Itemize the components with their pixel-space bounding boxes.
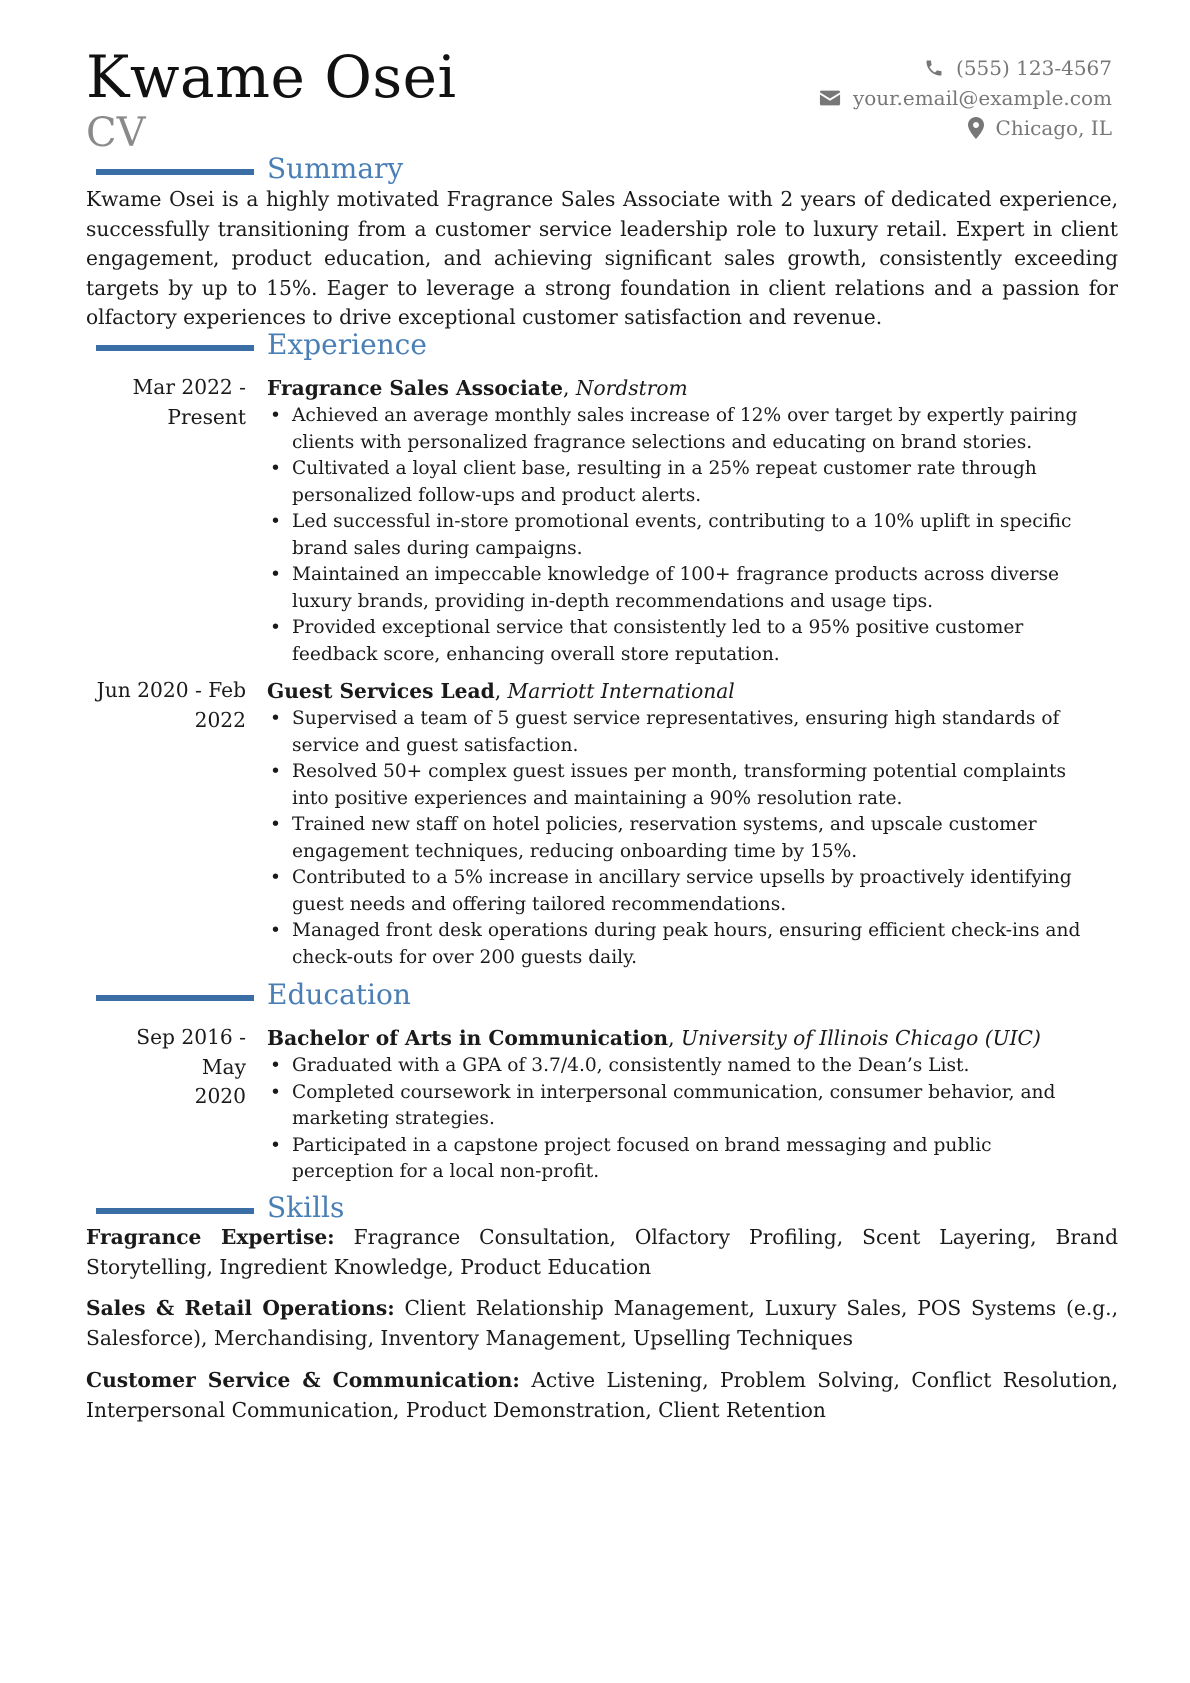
experience-section-header	[86, 328, 1116, 369]
organization: Nordstrom	[575, 376, 688, 400]
date-start: Jun 2020 - Feb	[96, 678, 246, 702]
list-item: • Graduated with a GPA of 3.7/4.0, consistently named to the Dean’s List.	[267, 1053, 1097, 1080]
education-entry	[267, 1024, 1097, 1186]
skill-category: Customer Service & Communication:	[86, 1368, 520, 1392]
list-item: • Provided exceptional service that consistently led to a 95% positive customer feedback score, enhancing overall store reputation.	[267, 615, 1097, 668]
list-item: • Cultivated a loyal client base, resulting in a 25% repeat customer rate through personalized follow-ups and product alerts.	[267, 456, 1097, 509]
list-item: • Resolved 50+ complex guest issues per month, transforming potential complaints into positive experiences and maintaining a 90% resolution rate.	[267, 759, 1097, 812]
institution: University of Illinois Chicago (UIC)	[680, 1026, 1041, 1050]
bullet-list	[267, 706, 1097, 971]
entry-date	[86, 373, 246, 432]
organization: Marriott International	[507, 679, 735, 703]
phone-text: (555) 123-4567	[956, 56, 1112, 80]
section-title-experience: Experience	[267, 328, 427, 361]
envelope-icon	[819, 89, 841, 107]
skill-category: Sales & Retail Operations:	[86, 1296, 395, 1320]
date-end: Present	[167, 404, 246, 429]
entry-date	[86, 676, 246, 735]
entry-title: Guest Services Lead, Marriott International	[267, 679, 735, 703]
list-item: • Led successful in-store promotional events, contributing to a 10% uplift in specific brand sales during campaigns.	[267, 509, 1097, 562]
education-section-header	[86, 978, 1116, 1019]
contact-block	[819, 53, 1112, 143]
skill-group	[86, 1366, 1118, 1425]
date-start: Mar 2022 -	[132, 375, 246, 399]
candidate-name: Kwame Osei	[86, 43, 457, 111]
contact-email[interactable]	[819, 83, 1112, 113]
skill-category: Fragrance Expertise:	[86, 1225, 335, 1249]
entry-title: Fragrance Sales Associate, Nordstrom	[267, 376, 688, 400]
date-start: Sep 2016 - May	[136, 1025, 246, 1079]
section-title-summary: Summary	[267, 152, 404, 185]
email-text: your.email@example.com	[852, 86, 1112, 110]
list-item: • Completed coursework in interpersonal communication, consumer behavior, and marketing strategies.	[267, 1080, 1097, 1133]
list-item: • Maintained an impeccable knowledge of 100+ fragrance products across diverse luxury brands, providing in-depth recommendations and usage tips.	[267, 562, 1097, 615]
skill-group	[86, 1294, 1118, 1353]
date-end: 2022	[194, 707, 246, 732]
list-item: • Trained new staff on hotel policies, reservation systems, and upscale customer engagement techniques, reducing onboarding time by 15%.	[267, 812, 1097, 865]
skill-group	[86, 1223, 1118, 1282]
section-rule	[96, 1208, 254, 1214]
location-text: Chicago, IL	[995, 116, 1112, 140]
contact-location	[819, 113, 1112, 143]
document-subtitle: CV	[86, 110, 146, 156]
section-rule	[96, 345, 254, 351]
skill-items: Fragrance Consultation, Olfactory Profiling, Scent Layering, Brand Storytelling, Ingredient Knowledge, Product Education	[86, 1225, 1118, 1279]
section-rule	[96, 995, 254, 1001]
entry-title: Bachelor of Arts in Communication, University of Illinois Chicago (UIC)	[267, 1026, 1041, 1050]
list-item: • Contributed to a 5% increase in ancillary service upsells by proactively identifying guest needs and offering tailored recommendations.	[267, 865, 1097, 918]
skill-items: Active Listening, Problem Solving, Conflict Resolution, Interpersonal Communication, Product Demonstration, Client Retention	[86, 1368, 1118, 1422]
experience-entry	[267, 677, 1097, 971]
map-pin-icon	[968, 117, 984, 139]
list-item: • Participated in a capstone project focused on brand messaging and public perception for a local non-profit.	[267, 1133, 1097, 1186]
section-rule	[96, 169, 254, 175]
list-item: • Managed front desk operations during peak hours, ensuring efficient check-ins and check-outs for over 200 guests daily.	[267, 918, 1097, 971]
skill-items: Client Relationship Management, Luxury Sales, POS Systems (e.g., Salesforce), Merchandising, Inventory Management, Upselling Techniques	[86, 1296, 1118, 1350]
job-role: Fragrance Sales Associate	[267, 376, 564, 400]
degree: Bachelor of Arts in Communication	[267, 1026, 669, 1050]
summary-text: Kwame Osei is a highly motivated Fragrance Sales Associate with 2 years of dedicated experience, successfully transitioning from a customer service leadership role to luxury retail. Expert in client engagement, product education, and achieving significant sales growth, consistently exceeding targets by up to 15%. Eager to leverage a strong foundation in client relations and a passion for olfactory experiences to drive exceptional customer satisfaction and revenue.	[86, 187, 1118, 329]
experience-entry	[267, 374, 1097, 668]
section-title-education: Education	[267, 978, 411, 1011]
bullet-list	[267, 1053, 1097, 1186]
list-item: • Supervised a team of 5 guest service representatives, ensuring high standards of service and guest satisfaction.	[267, 706, 1097, 759]
bullet-list	[267, 403, 1097, 668]
list-item: • Achieved an average monthly sales increase of 12% over target by expertly pairing clients with personalized fragrance selections and educating on brand stories.	[267, 403, 1097, 456]
date-end: 2020	[194, 1084, 246, 1108]
phone-icon	[924, 58, 944, 78]
entry-date	[86, 1023, 246, 1112]
contact-phone[interactable]	[819, 53, 1112, 83]
section-title-skills: Skills	[267, 1191, 345, 1224]
job-role: Guest Services Lead	[267, 679, 495, 703]
